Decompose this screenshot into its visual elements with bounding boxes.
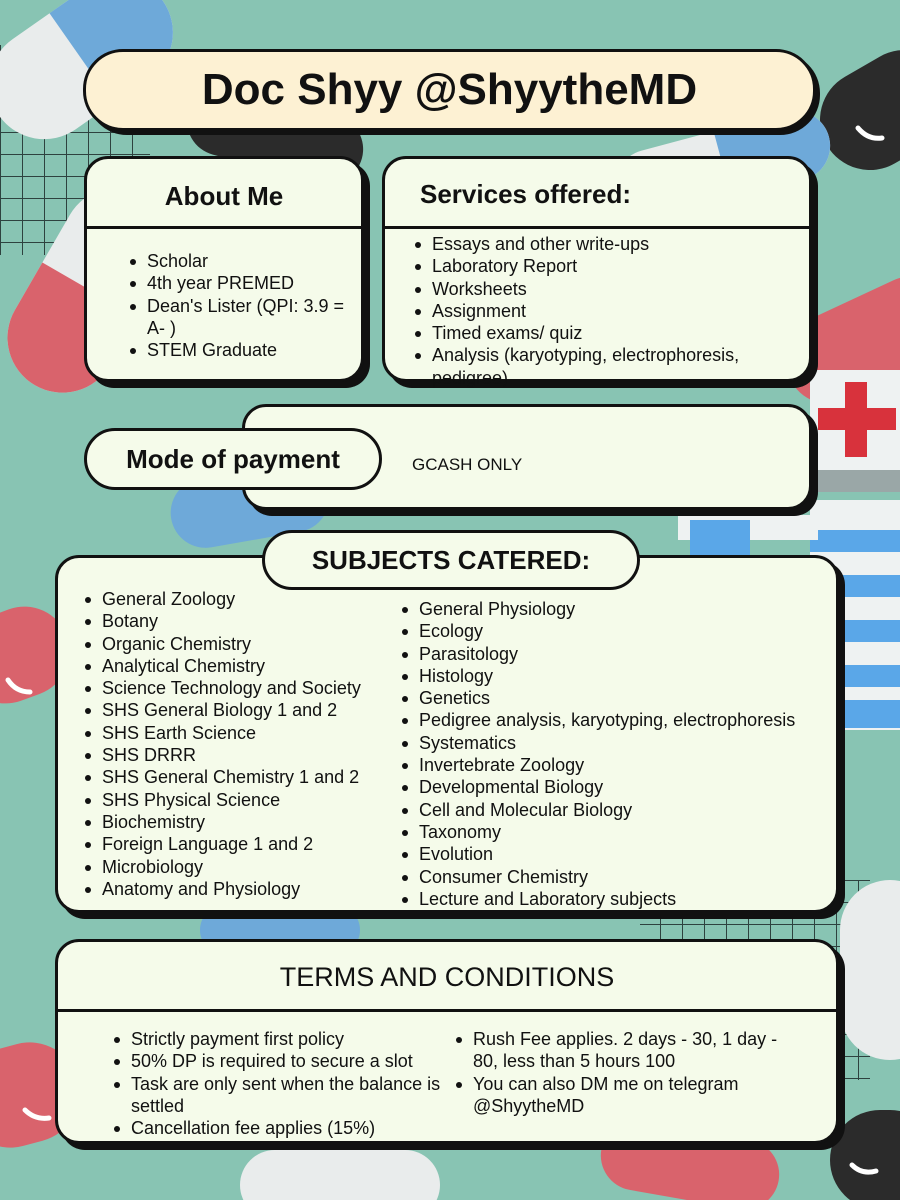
services-card bbox=[382, 156, 812, 388]
list-item: Botany bbox=[82, 610, 382, 632]
list-item: Analysis (karyotyping, electrophoresis, pedigree) bbox=[412, 344, 802, 389]
list-item: Foreign Language 1 and 2 bbox=[82, 833, 382, 855]
terms-list-left bbox=[111, 1028, 441, 1139]
pill-capsule-icon bbox=[840, 880, 900, 1060]
list-item: Lecture and Laboratory subjects bbox=[399, 888, 839, 910]
list-item: Cell and Molecular Biology bbox=[399, 799, 839, 821]
list-item: Scholar bbox=[127, 250, 357, 272]
list-item: Essays and other write-ups bbox=[412, 233, 802, 255]
services-heading: Services offered: bbox=[420, 179, 631, 209]
list-item: Rush Fee applies. 2 days - 30, 1 day - 80, less than 5 hours 100 bbox=[453, 1028, 783, 1073]
list-item: Cancellation fee applies (15%) bbox=[111, 1117, 441, 1139]
list-item: Histology bbox=[399, 665, 839, 687]
list-item: Systematics bbox=[399, 732, 839, 754]
pill-capsule-icon bbox=[830, 1110, 900, 1200]
list-item: Organic Chemistry bbox=[82, 633, 382, 655]
services-list bbox=[412, 233, 802, 389]
terms-heading: TERMS AND CONDITIONS bbox=[279, 962, 615, 992]
subjects-list-right bbox=[399, 598, 839, 910]
pill-capsule-icon bbox=[240, 1150, 440, 1200]
list-item: STEM Graduate bbox=[127, 339, 357, 361]
subjects-heading: SUBJECTS CATERED: bbox=[262, 530, 640, 590]
list-item: Science Technology and Society bbox=[82, 677, 382, 699]
list-item: SHS General Biology 1 and 2 bbox=[82, 699, 382, 721]
list-item: Biochemistry bbox=[82, 811, 382, 833]
subjects-card bbox=[55, 555, 839, 913]
list-item: Laboratory Report bbox=[412, 255, 802, 277]
list-item: SHS General Chemistry 1 and 2 bbox=[82, 766, 382, 788]
list-item: Ecology bbox=[399, 620, 839, 642]
about-heading: About Me bbox=[164, 181, 284, 211]
list-item: General Physiology bbox=[399, 598, 839, 620]
list-item: Developmental Biology bbox=[399, 776, 839, 798]
list-item: Pedigree analysis, karyotyping, electrophoresis bbox=[399, 709, 839, 731]
payment-value: GCASH ONLY bbox=[412, 455, 523, 474]
about-divider bbox=[87, 226, 361, 229]
about-list bbox=[127, 250, 357, 361]
list-item: Taxonomy bbox=[399, 821, 839, 843]
terms-divider bbox=[58, 1009, 836, 1012]
services-divider bbox=[385, 226, 809, 229]
about-card bbox=[84, 156, 364, 382]
list-item: Microbiology bbox=[82, 856, 382, 878]
list-item: Timed exams/ quiz bbox=[412, 322, 802, 344]
list-item: SHS DRRR bbox=[82, 744, 382, 766]
list-item: Genetics bbox=[399, 687, 839, 709]
list-item: Dean's Lister (QPI: 3.9 = A- ) bbox=[127, 295, 357, 340]
payment-label: Mode of payment bbox=[84, 428, 382, 490]
list-item: SHS Physical Science bbox=[82, 789, 382, 811]
list-item: You can also DM me on telegram @ShyytheMD bbox=[453, 1073, 783, 1118]
page-title: Doc Shyy @ShyytheMD bbox=[83, 49, 816, 131]
list-item: Invertebrate Zoology bbox=[399, 754, 839, 776]
list-item: Analytical Chemistry bbox=[82, 655, 382, 677]
list-item: Consumer Chemistry bbox=[399, 866, 839, 888]
list-item: Anatomy and Physiology bbox=[82, 878, 382, 900]
list-item: Assignment bbox=[412, 300, 802, 322]
terms-list-right bbox=[453, 1028, 783, 1117]
subjects-list-left bbox=[82, 588, 382, 900]
list-item: Task are only sent when the balance is settled bbox=[111, 1073, 441, 1118]
list-item: Strictly payment first policy bbox=[111, 1028, 441, 1050]
list-item: Parasitology bbox=[399, 643, 839, 665]
list-item: SHS Earth Science bbox=[82, 722, 382, 744]
list-item: General Zoology bbox=[82, 588, 382, 610]
list-item: 4th year PREMED bbox=[127, 272, 357, 294]
list-item: Worksheets bbox=[412, 278, 802, 300]
terms-card bbox=[55, 939, 839, 1144]
list-item: Evolution bbox=[399, 843, 839, 865]
list-item: 50% DP is required to secure a slot bbox=[111, 1050, 441, 1072]
